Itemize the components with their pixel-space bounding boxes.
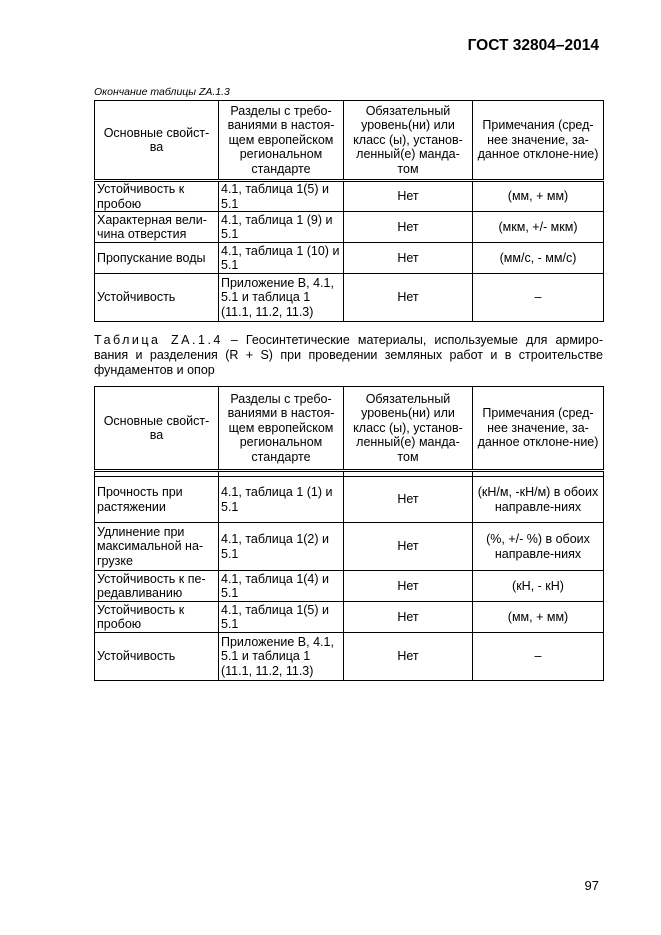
- level-cell: Нет: [344, 477, 473, 523]
- section-cell: 4.1, таблица 1(5) и 5.1: [219, 181, 344, 212]
- notes-cell: (%, +/- %) в обоих направле-ниях: [473, 523, 604, 571]
- document-code: ГОСТ 32804–2014: [467, 37, 599, 54]
- column-header: Разделы с требо-ваниями в настоя-щем европейском региональном стандарте: [219, 387, 344, 471]
- notes-cell: –: [473, 633, 604, 681]
- notes-cell: (кН/м, -кН/м) в обоих направле-ниях: [473, 477, 604, 523]
- section-cell: 4.1, таблица 1 (9) и 5.1: [219, 212, 344, 243]
- notes-cell: (кН, - кН): [473, 571, 604, 602]
- column-header: Обязательный уровень(ни) или класс (ы), установ-ленный(е) манда-том: [344, 387, 473, 471]
- level-cell: Нет: [344, 633, 473, 681]
- table-row: [95, 523, 604, 571]
- table-continuation-caption: Окончание таблицы ZA.1.3: [94, 86, 230, 98]
- level-cell: Нет: [344, 243, 473, 274]
- property-cell: Устойчивость: [95, 633, 219, 681]
- table-row: [95, 633, 604, 681]
- section-cell: 4.1, таблица 1 (1) и 5.1: [219, 477, 344, 523]
- property-cell: Устойчивость к пробою: [95, 602, 219, 633]
- column-header: Примечания (сред-нее значение, за-данное отклоне-ние): [473, 101, 604, 181]
- section-cell: Приложение В, 4.1, 5.1 и таблица 1 (11.1, 11.2, 11.3): [219, 274, 344, 322]
- property-cell: Пропускание воды: [95, 243, 219, 274]
- notes-cell: (мкм, +/- мкм): [473, 212, 604, 243]
- column-header: Основные свойст-ва: [95, 101, 219, 181]
- notes-cell: (мм, + мм): [473, 181, 604, 212]
- notes-cell: (мм/с, - мм/с): [473, 243, 604, 274]
- section-cell: 4.1, таблица 1(5) и 5.1: [219, 602, 344, 633]
- section-cell: 4.1, таблица 1 (10) и 5.1: [219, 243, 344, 274]
- column-header: Примечания (сред-нее значение, за-данное отклоне-ние): [473, 387, 604, 471]
- table-za-1-3-end: [94, 100, 604, 322]
- table-za-1-4-title: [94, 333, 603, 378]
- table-row: [95, 212, 604, 243]
- level-cell: Нет: [344, 602, 473, 633]
- property-cell: Прочность при растяжении: [95, 477, 219, 523]
- property-cell: Устойчивость к пе-редавливанию: [95, 571, 219, 602]
- property-cell: Устойчивость: [95, 274, 219, 322]
- table-row: [95, 181, 604, 212]
- table-title-text: – Геосинтетические материалы, используемые для армиро-вания и разделения (R + S) при проведении земляных работ и в строительстве фундаментов и опор: [94, 333, 603, 377]
- column-header: Разделы с требо-ваниями в настоя-щем европейском региональном стандарте: [219, 101, 344, 181]
- column-header: Обязательный уровень(ни) или класс (ы), установ-ленный(е) манда-том: [344, 101, 473, 181]
- property-cell: Устойчивость к пробою: [95, 181, 219, 212]
- table-za-1-4: [94, 386, 604, 681]
- level-cell: Нет: [344, 571, 473, 602]
- notes-cell: (мм, + мм): [473, 602, 604, 633]
- level-cell: Нет: [344, 212, 473, 243]
- column-header: Основные свойст-ва: [95, 387, 219, 471]
- section-cell: Приложение В, 4.1, 5.1 и таблица 1 (11.1, 11.2, 11.3): [219, 633, 344, 681]
- table-row: [95, 571, 604, 602]
- notes-cell: –: [473, 274, 604, 322]
- property-cell: Характерная вели-чина отверстия: [95, 212, 219, 243]
- level-cell: Нет: [344, 181, 473, 212]
- level-cell: Нет: [344, 274, 473, 322]
- property-cell: Удлинение при максимальной на-грузке: [95, 523, 219, 571]
- section-cell: 4.1, таблица 1(2) и 5.1: [219, 523, 344, 571]
- table-label: Таблица ZA.1.4: [94, 333, 223, 347]
- page-number: 97: [584, 878, 599, 893]
- table-row: [95, 243, 604, 274]
- table-row: [95, 602, 604, 633]
- table-row: [95, 274, 604, 322]
- level-cell: Нет: [344, 523, 473, 571]
- table-row: [95, 477, 604, 523]
- section-cell: 4.1, таблица 1(4) и 5.1: [219, 571, 344, 602]
